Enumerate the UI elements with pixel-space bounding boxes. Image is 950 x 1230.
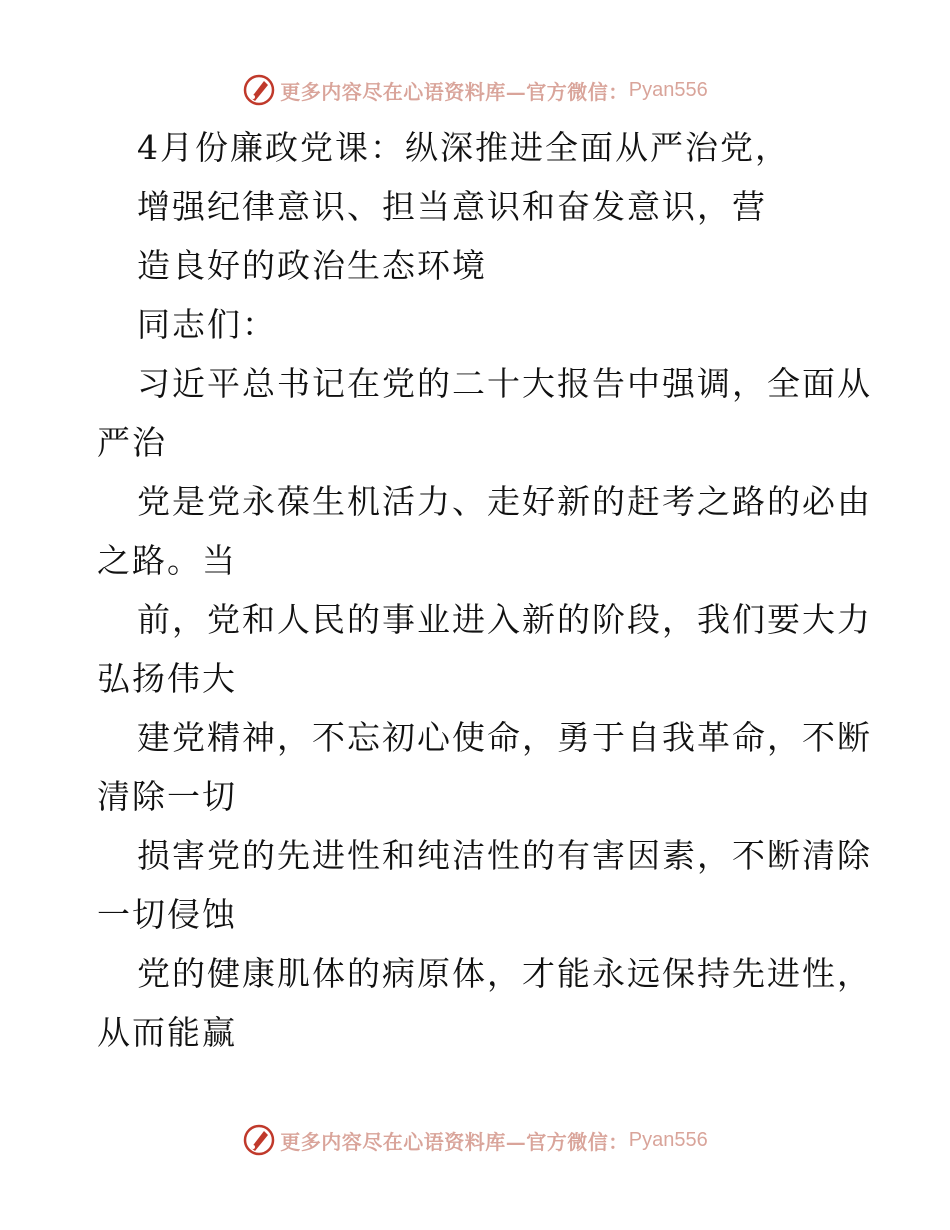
body-line: 建党精神，不忘初心使命，勇于自我革命，不断 <box>137 718 872 757</box>
title-line-3: 造良好的政治生态环境 <box>137 246 487 285</box>
title-line-2: 增强纪律意识、担当意识和奋发意识，营 <box>137 187 767 226</box>
watermark-wechat-id: Pyan556 <box>628 78 708 101</box>
header-watermark <box>0 70 950 110</box>
watermark-wechat-id: Pyan556 <box>628 1128 708 1151</box>
body-line: 损害党的先进性和纯洁性的有害因素，不断清除 <box>137 836 872 875</box>
document-body <box>97 118 872 1062</box>
body-line: 弘扬伟大 <box>97 659 237 698</box>
body-line: 党是党永葆生机活力、走好新的赶考之路的必由 <box>137 482 872 521</box>
body-line: 严治 <box>97 423 167 462</box>
body-paragraph <box>97 354 872 1062</box>
pen-nib-seal-icon <box>242 73 276 107</box>
body-line: 一切侵蚀 <box>97 895 237 934</box>
title-line-1: 4月份廉政党课：纵深推进全面从严治党， <box>137 128 790 167</box>
watermark-text: 更多内容尽在心语资料库—官方微信： <box>280 1129 629 1154</box>
body-line: 清除一切 <box>97 777 237 816</box>
salutation: 同志们： <box>137 305 277 344</box>
body-line: 之路。当 <box>97 541 237 580</box>
body-line: 习近平总书记在党的二十大报告中强调，全面从 <box>137 364 872 403</box>
body-line: 前，党和人民的事业进入新的阶段，我们要大力 <box>137 600 872 639</box>
body-line: 党的健康肌体的病原体，才能永远保持先进性， <box>137 954 872 993</box>
footer-watermark <box>0 1120 950 1160</box>
body-line: 从而能赢 <box>97 1013 237 1052</box>
pen-nib-seal-icon <box>242 1123 276 1157</box>
watermark-text: 更多内容尽在心语资料库—官方微信： <box>280 79 629 104</box>
